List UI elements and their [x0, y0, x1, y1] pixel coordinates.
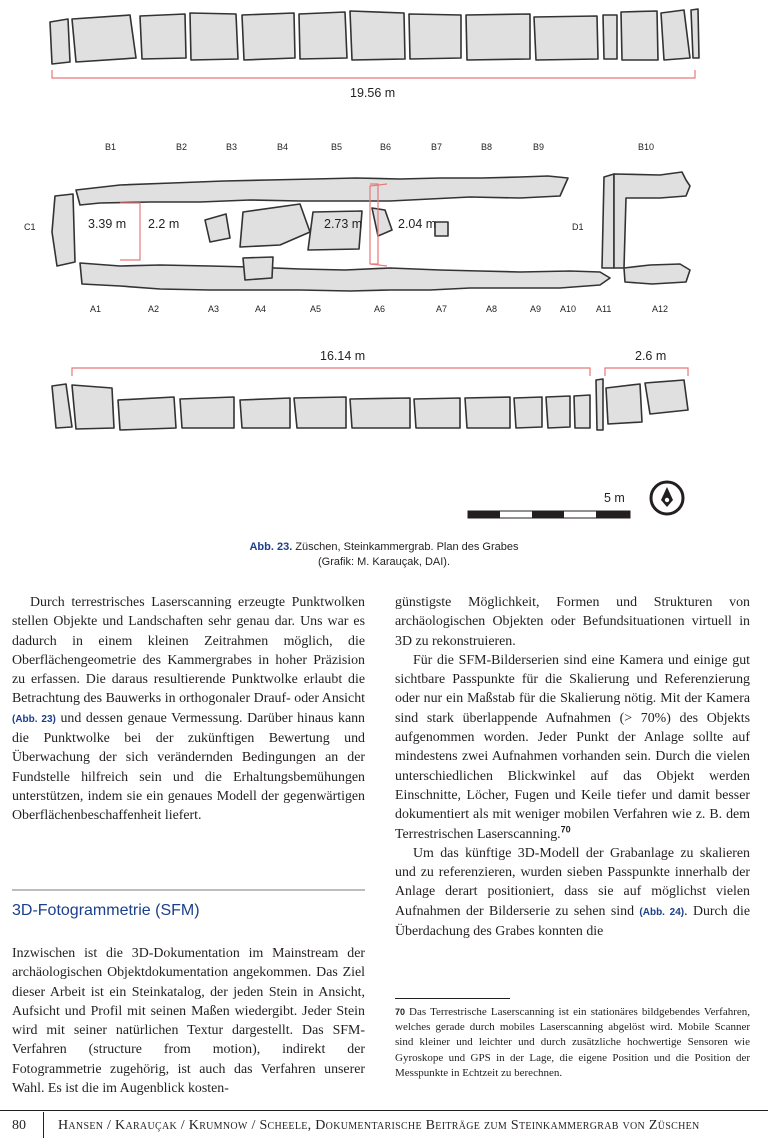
- label-a4: A4: [255, 304, 267, 314]
- page-number: 80: [12, 1118, 26, 1133]
- label-b7: B7: [431, 142, 443, 152]
- label-a6: A6: [374, 304, 386, 314]
- footer-separator: [43, 1112, 44, 1138]
- section-divider: [12, 889, 365, 891]
- dim-width-2: 2.2 m: [148, 217, 180, 231]
- label-b4: B4: [277, 142, 289, 152]
- caption-line-1: Züschen, Steinkammergrab. Plan des Grabes: [292, 541, 519, 553]
- b-row-labels: [105, 142, 654, 152]
- label-b3: B3: [226, 142, 238, 152]
- dim-antechamber-length: 2.6 m: [635, 349, 667, 363]
- label-b9: B9: [533, 142, 545, 152]
- label-a1: A1: [90, 304, 102, 314]
- label-d1: D1: [572, 222, 584, 232]
- running-head: Hansen / Karauçak / Krumnow / Scheele, Dokumentarische Beiträge zum Steinkammergrab von Züschen: [58, 1118, 700, 1133]
- label-a7: A7: [436, 304, 448, 314]
- caption-line-2: (Grafik: M. Karauçak, DAI).: [317, 556, 451, 568]
- paragraph-3d-doc: Inzwischen ist die 3D-Dokumentation im Mainstream der archäologischen Objektdokumentation angekommen. Das Ziel dieser Arbeit ist ein Steinkatalog, der jeden Stein in Ansicht, Aufsicht und Profil mit seinen Maßen wiedergibt. Jeder Stein wird mit seiner natürlichen Textur dargestellt. Das SFM-Verfahren (structure from motion), indirekt der Fotogrammetrie zugehörig, ist auch das Verfahren unserer Wahl. Es ist die im Augenblick kosten-: [12, 946, 365, 1097]
- footer-rule: [0, 1110, 768, 1111]
- paragraph-continued: günstigste Möglichkeit, Formen und Strukturen von archäologischen Objekten oder Befundsituationen virtuell in 3D zu rekonstruieren.: [395, 595, 750, 649]
- label-b6: B6: [380, 142, 392, 152]
- scale-bar: [468, 491, 630, 518]
- label-b2: B2: [176, 142, 188, 152]
- paragraph-sfm-series: Für die SFM-Bilderserien sind eine Kamera und einige gut sichtbare Passpunkte für die Skalierung und Referenzierung oder nur ein Maßstab für die Skalierung nötig. Mit der Kamera sind stark überlappende Aufnahmen (> 70%) des Objekts aufgenommen worden. Jeder Punkt der Anlage sollte auf mindestens zwei Aufnahmen vorhanden sein. Durch die vielen unterschiedlichen Blickwinkel auf das Objekt werden Einschnitte, Löcher, Fugen und Keile tiefer und damit besser dokumentiert als mit weniger mobilen Verfahren wie z. B. dem Terrestrischen Laserscanning.$^{70}$: [395, 652, 750, 842]
- dim-width-4: 2.04 m: [398, 217, 437, 231]
- figure-ref-abb23[interactable]: (Abb. 23): [12, 713, 56, 725]
- label-a10: A10: [560, 304, 577, 314]
- north-arrow-icon: [651, 482, 683, 514]
- label-a2: A2: [148, 304, 160, 314]
- label-b8: B8: [481, 142, 493, 152]
- a-row-labels: [90, 304, 668, 314]
- footnote-text: Das Terrestrische Laserscanning ist ein stationäres bildgebendes Verfahren, welches gerade durch mobiles Laserscanning abgelöst wird. Mobile Scanner sind kleiner und leichter und durch zusätzliche hochwertige Sensoren wie Gyroskope und GPS in der Lage, die eigene Position und die Position der Messpunkte in Echtzeit zu berechnen.: [395, 1006, 750, 1079]
- left-column-bottom: [12, 944, 365, 1098]
- label-a12: A12: [652, 304, 669, 314]
- footnote-70: [395, 1005, 750, 1081]
- label-a5: A5: [310, 304, 322, 314]
- scale-label: 5 m: [604, 491, 625, 505]
- label-a3: A3: [208, 304, 220, 314]
- label-b10: B10: [638, 142, 655, 152]
- label-a8: A8: [486, 304, 498, 314]
- label-b5: B5: [331, 142, 343, 152]
- label-a9: A9: [530, 304, 542, 314]
- footnote-marker-70[interactable]: 70: [560, 823, 571, 834]
- dim-chamber-length: 16.14 m: [320, 349, 366, 363]
- footnote-rule: [395, 998, 510, 999]
- paragraph-laserscanning: Durch terrestrisches Laserscanning erzeugte Punktwolken stellen Objekte und Landschaften sehr genau dar. Uns war es dadurch in einem kleinen Zeitrahmen möglich, die Oberflächengeometrie des Kammergrabes in hoher Präzision zu erfassen. Die daraus resultierende Punktwolke erlaubt die Betrachtung des Bauwerks in orthogonaler Drauf- oder Ansicht (Abb. 23) und dessen genaue Vermessung. Darüber hinaus kann die Punktwolke bei der zukünftigen Bewertung und Überwachung der sich verändernden Bedingungen an der Fundstelle hilfreich sein und die Erhaltungsbemühungen unterstützen, indem sie ein genaues Modell der gegenwärtigen Oberflächenbeschaffenheit liefert.: [12, 595, 366, 824]
- caption-label: Abb. 23.: [249, 541, 293, 553]
- top-elevation-stones: [50, 9, 699, 64]
- right-column: [395, 593, 750, 941]
- label-c1: C1: [24, 222, 36, 232]
- bottom-elevation-stones: [52, 379, 688, 430]
- dim-total-length: 19.56 m: [350, 86, 396, 100]
- plan-view-stones: [52, 172, 690, 291]
- dim-width-3: 2.73 m: [324, 217, 363, 231]
- footnote-number: 70: [395, 1007, 406, 1017]
- figure-caption: [0, 540, 768, 570]
- left-column-top: [12, 593, 365, 826]
- section-heading: 3D-Fotogrammetrie (SFM): [12, 902, 200, 919]
- label-b1: B1: [105, 142, 117, 152]
- dim-width-1: 3.39 m: [88, 217, 127, 231]
- label-a11: A11: [596, 304, 612, 314]
- figure-ref-abb24[interactable]: (Abb. 24): [639, 906, 685, 918]
- paragraph-passpunkte: Um das künftige 3D-Modell der Grabanlage zu skalieren und zu referenzieren, wurden sieben Passpunkte innerhalb der Anlage derart positioniert, dass sie auf möglichst vielen Aufnahmen der Bilderserie zu sehen sind (Abb. 24). Durch die Überdachung des Grabes konnten die: [395, 845, 751, 940]
